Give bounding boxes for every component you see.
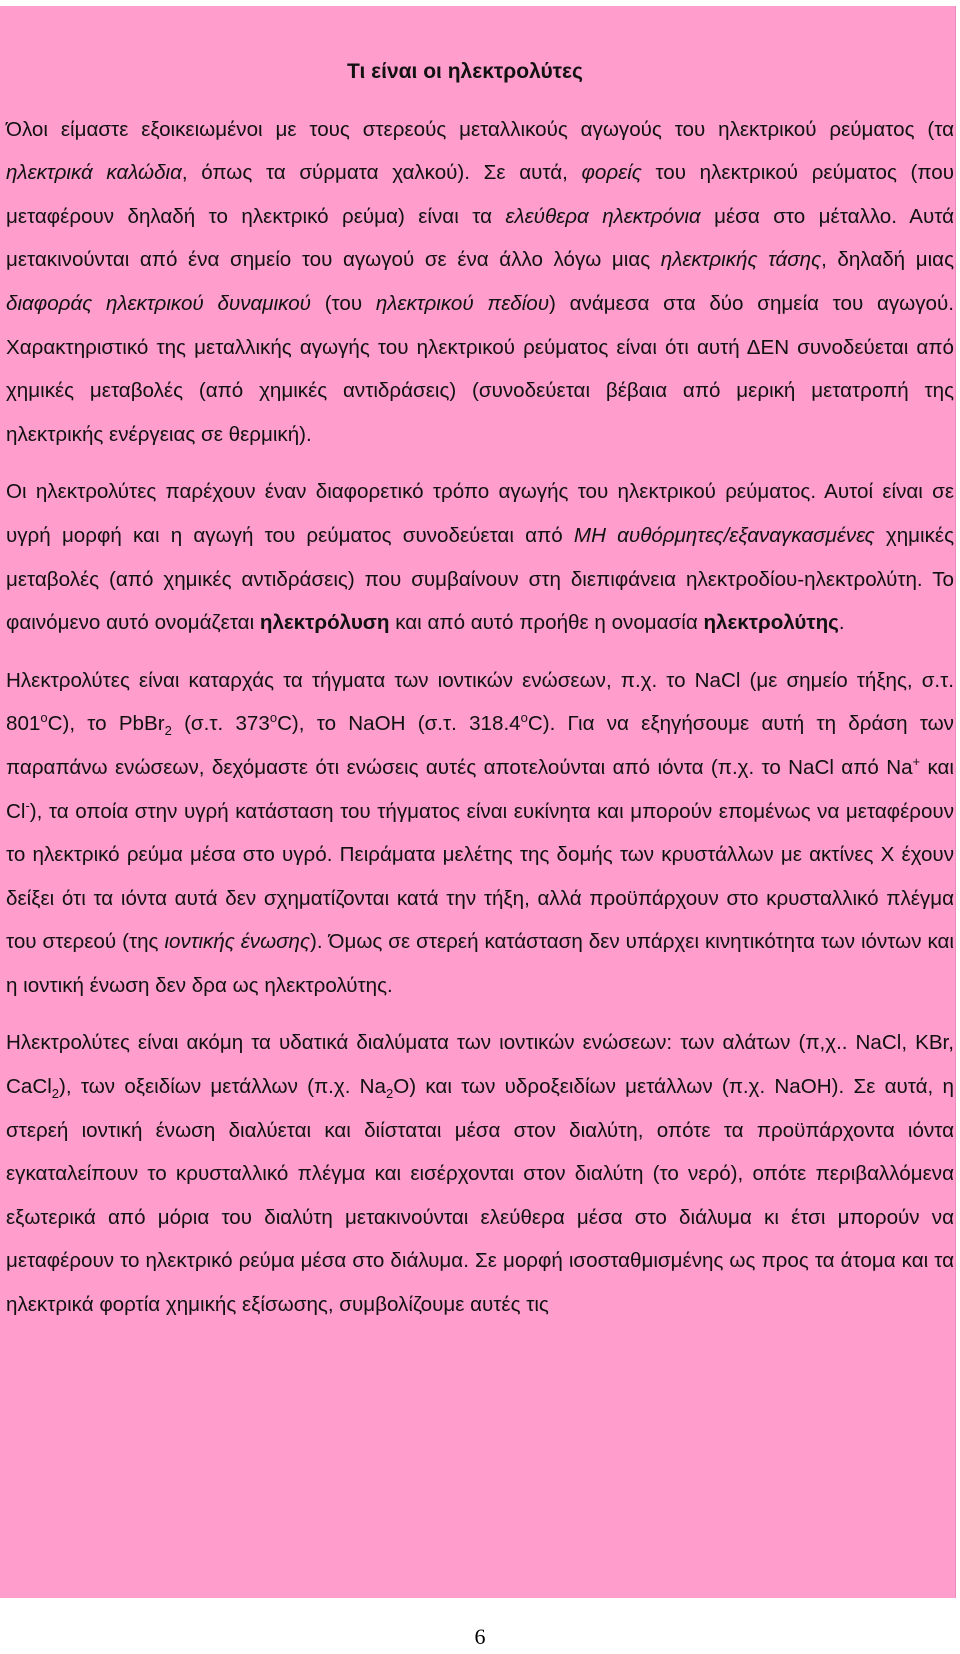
text-span: Ηλεκτρολύτες είναι ακόμη τα υδατικά διαλύματα των ιοντικών ενώσεων: των αλάτων (π,χ.. NaCl, KBr, CaCl: [6, 1031, 954, 1099]
bold-term-electrolyte: ηλεκτρολύτης: [703, 611, 839, 635]
italic-term: ηλεκτρικού πεδίου: [375, 291, 550, 315]
paragraph-aqueous-solutions: [6, 1021, 954, 1326]
text-span: χημικές μεταβολές (από χημικές αντιδράσεις) που συμβαίνουν στη διεπιφάνεια ηλεκτροδίου-ηλεκτρολύτη. Το φαινόμενο αυτό ονομάζεται: [6, 523, 955, 635]
text-span: ) ανάμεσα στα δύο σημεία του αγωγού. Χαρακτηριστικό της μεταλλικής αγωγής του ηλεκτρικού ρεύματος είναι ότι αυτή ΔΕΝ συνοδεύεται από χημικές μεταβολές (από χημικές αντιδράσεις) (συνοδεύεται βέβαια από μερική μετατροπή της ηλεκτρικής ενέργειας σε θερμική).: [6, 291, 954, 446]
italic-term: ιοντικής ένωσης: [164, 930, 310, 954]
text-span: ). Όμως σε στερεή κατάσταση δεν υπάρχει κινητικότητα των ιόντων και η ιοντική ένωση δεν δρα ως ηλεκτρολύτης.: [6, 930, 954, 997]
text-span: (του: [310, 291, 376, 315]
italic-term: ΜΗ αυθόρμητες/εξαναγκασμένες: [573, 523, 875, 547]
charge-superscript: +: [912, 754, 921, 770]
text-span: O) και των υδροξειδίων μετάλλων (π.χ. NaOH). Σε αυτά, η στερεή ιοντική ένωση διαλύεται και διίσταται μέσα στον διαλύτη, οπότε τα προϋπάρχοντα ιόντα εγκαταλείπουν το κρυσταλλικό πλέγμα και εισέρχονται στον διαλύτη (το νερό), οπότε περιβαλλόμενα εξωτερικά από μόρια του διαλύτη μετακινούνται ελεύθερα μέσα στο διάλυμα κι έτσι μπορούν να μεταφέρουν το ηλεκτρικό ρεύμα μέσα στο διάλυμα. Σε μορφή ισοσταθμισμένης ως προς τα άτομα και τα ηλεκτρικά φορτία χημικής εξίσωσης, συμβολίζουμε αυτές τις: [6, 1075, 954, 1317]
text-span: και από αυτό προήθε η ονομασία: [389, 611, 704, 635]
paragraph-electrolytic-conduction: [6, 470, 954, 644]
subscript: 2: [164, 723, 172, 739]
text-span: , δηλαδή μιας: [821, 248, 954, 272]
text-span: και Cl: [6, 755, 954, 823]
subscript: 2: [386, 1086, 394, 1102]
document-title: Τι είναι οι ηλεκτρολύτες: [347, 60, 583, 83]
paragraph-molten-salts: [6, 659, 954, 1008]
charge-superscript: -: [25, 797, 30, 813]
text-span: Ηλεκτρολύτες είναι καταρχάς τα τήγματα των ιοντικών ενώσεων, π.χ. το NaCl (με σημείο τήξης, σ.τ. 801: [6, 668, 954, 736]
text-span: C), το NaOH (σ.τ. 318.4: [277, 712, 521, 736]
bold-term-electrolysis: ηλεκτρόλυση: [259, 611, 390, 635]
paragraph-metallic-conduction: [6, 108, 954, 457]
italic-term: ηλεκτρικής τάσης: [660, 248, 822, 272]
text-span: ), των οξειδίων μετάλλων (π.χ. Na: [59, 1075, 387, 1099]
italic-term: ελεύθερα ηλεκτρόνια: [505, 204, 701, 228]
degree-superscript: o: [269, 710, 278, 726]
text-span: Οι ηλεκτρολύτες παρέχουν έναν διαφορετικό τρόπο αγωγής του ηλεκτρικού ρεύματος. Αυτοί είναι σε υγρή μορφή και η αγωγή του ρεύματος συνοδεύεται από: [6, 480, 954, 547]
text-span: .: [838, 611, 845, 635]
text-span: C), το PbBr: [47, 712, 165, 736]
text-span: , όπως τα σύρματα χαλκού). Σε αυτά,: [181, 161, 582, 185]
pink-page-background: [0, 6, 956, 1598]
page-number: 6: [474, 1624, 486, 1649]
degree-superscript: o: [40, 710, 48, 726]
italic-term: διαφοράς ηλεκτρικού δυναμικού: [6, 291, 311, 315]
text-span: C). Για να εξηγήσουμε αυτή τη δράση των παραπάνω ενώσεων, δεχόμαστε ότι ενώσεις αυτές αποτελούνται από ιόντα (π.χ. το NaCl από Na: [6, 712, 954, 779]
italic-term: ηλεκτρικά καλώδια: [6, 161, 182, 185]
text-span: μέσα στο μέταλλο. Αυτά μετακινούνται από ένα σημείο του αγωγού σε ένα άλλο λόγω μιας: [6, 204, 954, 272]
text-span: ), τα οποία στην υγρή κατάσταση του τήγματος είναι ευκίνητα και μπορούν επομένως να μεταφέρουν το ηλεκτρικό ρεύμα μέσα στο υγρό. Πειράματα μελέτης της δομής των κρυστάλλων με ακτίνες Χ έχουν δείξει ότι τα ιόντα αυτά δεν σχηματίζονται κατά την τήξη, αλλά προϋπάρχουν στο κρυσταλλικό πλέγμα του στερεού (της: [6, 799, 954, 954]
degree-superscript: o: [520, 710, 528, 726]
text-span: του ηλεκτρικού ρεύματος (που μεταφέρουν δηλαδή το ηλεκτρικό ρεύμα) είναι τα: [6, 161, 954, 228]
subscript: 2: [51, 1086, 60, 1102]
text-span: Όλοι είμαστε εξοικειωμένοι με τους στερεούς μεταλλικούς αγωγούς του ηλεκτρικού ρεύματος (τα: [6, 117, 954, 141]
italic-term: φορείς: [581, 161, 642, 185]
text-span: (σ.τ. 373: [171, 712, 270, 736]
document-body: [6, 50, 954, 1341]
